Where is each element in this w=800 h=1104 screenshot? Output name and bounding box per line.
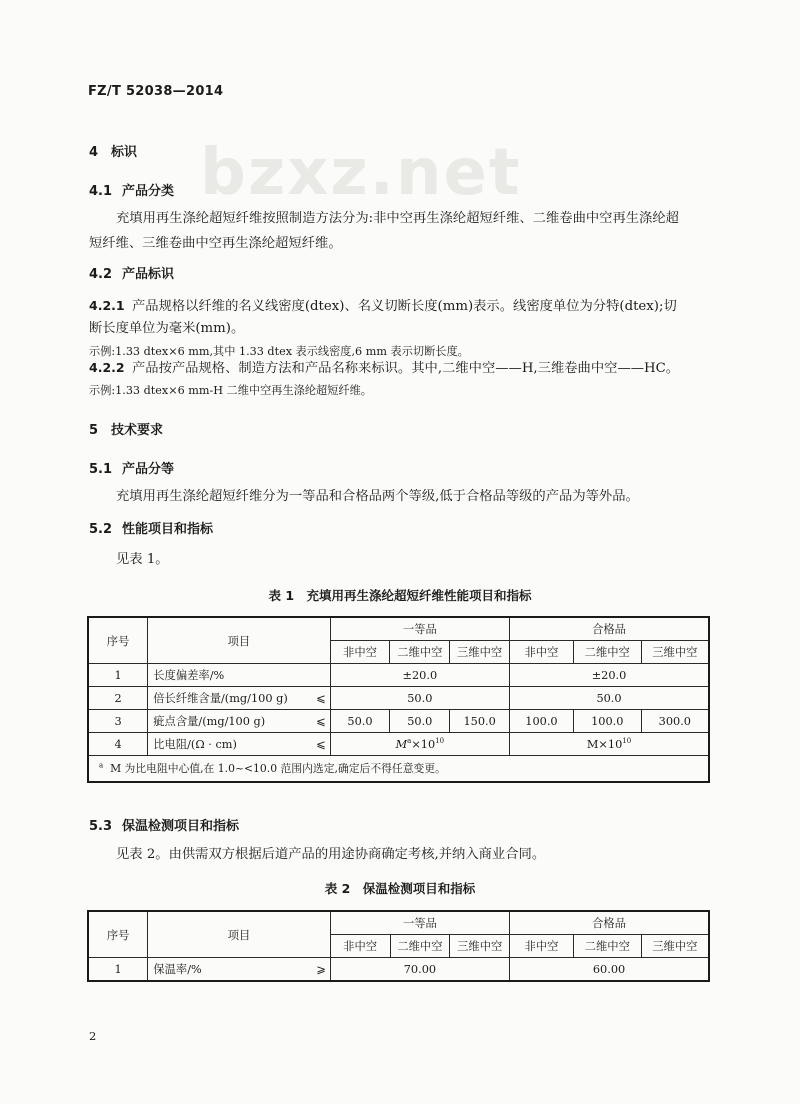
- subheader-cell: 三维中空: [641, 935, 709, 958]
- qualified-grade-value: ±20.0: [510, 664, 709, 687]
- section-number: 5.3: [89, 819, 113, 834]
- paragraph-4-2-1-line1: [89, 294, 677, 318]
- table-row: [88, 710, 709, 733]
- clause-text: 产品规格以纤维的名义线密度(dtex)、名义切断长度(mm)表示。线密度单位为分特(dtex);切: [132, 299, 677, 314]
- page-number: 2: [89, 1029, 97, 1043]
- clause-number: 4.2.1: [89, 298, 125, 313]
- section-5-2-heading: [89, 518, 213, 537]
- clause-number: 4.2.2: [89, 360, 125, 375]
- row-no: 1: [88, 664, 148, 687]
- value-cell: 50.0: [330, 710, 390, 733]
- section-number: 4: [89, 145, 99, 160]
- table-1: [87, 616, 710, 783]
- paragraph-4-2-2: [89, 356, 679, 380]
- header-no: 序号: [88, 911, 148, 958]
- section-number: 4.1: [89, 184, 113, 199]
- section-title: 性能项目和指标: [122, 522, 214, 537]
- subheader-cell: 三维中空: [450, 935, 510, 958]
- row-item: 疵点含量/(mg/100 g): [148, 710, 309, 733]
- subheader-cell: 二维中空: [573, 641, 641, 664]
- section-number: 5.2: [89, 522, 113, 537]
- value-cell: 100.0: [510, 710, 574, 733]
- section-5-3-heading: [89, 815, 239, 834]
- header-item: 项目: [148, 617, 330, 664]
- header-item: 项目: [148, 911, 330, 958]
- section-4-2-heading: [89, 263, 174, 282]
- section-5-heading: [89, 419, 163, 438]
- example-4-2-1: 示例:1.33 dtex×6 mm,其中 1.33 dtex 表示线密度,6 mm 表示切断长度。: [89, 345, 469, 358]
- header-first-grade: 一等品: [330, 911, 509, 935]
- subheader-cell: 非中空: [510, 935, 574, 958]
- row-no: 3: [88, 710, 148, 733]
- section-title: 产品分等: [122, 462, 175, 477]
- paragraph-4-2-1-line2: 断长度单位为毫米(mm)。: [89, 321, 245, 336]
- paragraph-4-1-line2: 短纤维、三维卷曲中空再生涤纶超短纤维。: [89, 236, 342, 251]
- value-cell: 50.0: [390, 710, 450, 733]
- row-symbol: ⩽: [309, 710, 330, 733]
- subheader-cell: 三维中空: [641, 641, 709, 664]
- table-2-caption: 表 2 保温检测项目和指标: [324, 881, 476, 896]
- section-title: 技术要求: [111, 423, 164, 438]
- paragraph-4-1-line1: 充填用再生涤纶超短纤维按照制造方法分为:非中空再生涤纶超短纤维、二维卷曲中空再生涤纶超: [116, 211, 679, 226]
- paragraph-5-1: 充填用再生涤纶超短纤维分为一等品和合格品两个等级,低于合格品等级的产品为等外品。: [116, 489, 639, 504]
- row-symbol: ⩽: [309, 687, 330, 710]
- row-item: 倍长纤维含量/(mg/100 g): [148, 687, 309, 710]
- first-grade-value: 50.0: [330, 687, 509, 710]
- qualified-grade-value: 60.00: [510, 958, 709, 982]
- header-first-grade: 一等品: [330, 617, 509, 641]
- row-item: 比电阻/(Ω · cm): [148, 733, 309, 756]
- table-2: [87, 910, 710, 982]
- subheader-cell: 非中空: [330, 935, 390, 958]
- first-grade-value: 70.00: [330, 958, 509, 982]
- section-number: 4.2: [89, 267, 113, 282]
- paragraph-5-3: 见表 2。由供需双方根据后道产品的用途协商确定考核,并纳入商业合同。: [116, 847, 546, 862]
- clause-text: 产品按产品规格、制造方法和产品名称来标识。其中,二维中空——H,三维卷曲中空——HC。: [132, 361, 680, 376]
- section-title: 产品分类: [122, 184, 175, 199]
- header-no: 序号: [88, 617, 148, 664]
- table-row: [88, 958, 709, 982]
- table-1-caption: 表 1 充填用再生涤纶超短纤维性能项目和指标: [268, 588, 532, 603]
- row-no: 4: [88, 733, 148, 756]
- watermark: bzxz.net: [200, 136, 522, 210]
- value-cell: 150.0: [450, 710, 510, 733]
- subheader-cell: 二维中空: [573, 935, 641, 958]
- section-number: 5.1: [89, 462, 113, 477]
- qualified-grade-value: 50.0: [510, 687, 709, 710]
- subheader-cell: 非中空: [510, 641, 574, 664]
- subheader-cell: 二维中空: [390, 935, 450, 958]
- section-4-1-heading: [89, 180, 174, 199]
- subheader-cell: 非中空: [330, 641, 390, 664]
- paragraph-5-2: 见表 1。: [116, 552, 169, 567]
- section-title: 标识: [111, 145, 138, 160]
- document-code: FZ/T 52038—2014: [88, 84, 224, 99]
- row-item: 保温率/%: [148, 958, 309, 982]
- subheader-cell: 三维中空: [450, 641, 510, 664]
- first-grade-value: ±20.0: [330, 664, 509, 687]
- value-cell: 300.0: [641, 710, 709, 733]
- header-qualified-grade: 合格品: [510, 911, 709, 935]
- table-1-footnote: $^a$ M 为比电阻中心值,在 1.0~<10.0 范围内选定,确定后不得任意变更。: [88, 756, 709, 783]
- qualified-grade-value: $M\times 10^{10}$: [510, 733, 709, 756]
- row-no: 1: [88, 958, 148, 982]
- section-number: 5: [89, 423, 99, 438]
- row-symbol: ⩾: [309, 958, 330, 982]
- header-qualified-grade: 合格品: [510, 617, 709, 641]
- table-row: [88, 687, 709, 710]
- row-symbol: ⩽: [309, 733, 330, 756]
- row-no: 2: [88, 687, 148, 710]
- example-4-2-2: 示例:1.33 dtex×6 mm-H 二维中空再生涤纶超短纤维。: [89, 384, 372, 397]
- table-row: [88, 664, 709, 687]
- section-title: 产品标识: [122, 267, 175, 282]
- subheader-cell: 二维中空: [390, 641, 450, 664]
- row-symbol: [309, 664, 330, 687]
- section-title: 保温检测项目和指标: [122, 819, 240, 834]
- first-grade-value: $M^a\times 10^{10}$: [330, 733, 509, 756]
- value-cell: 100.0: [573, 710, 641, 733]
- section-5-1-heading: [89, 458, 174, 477]
- table-row: [88, 733, 709, 756]
- row-item: 长度偏差率/%: [148, 664, 309, 687]
- section-4-heading: [89, 141, 137, 160]
